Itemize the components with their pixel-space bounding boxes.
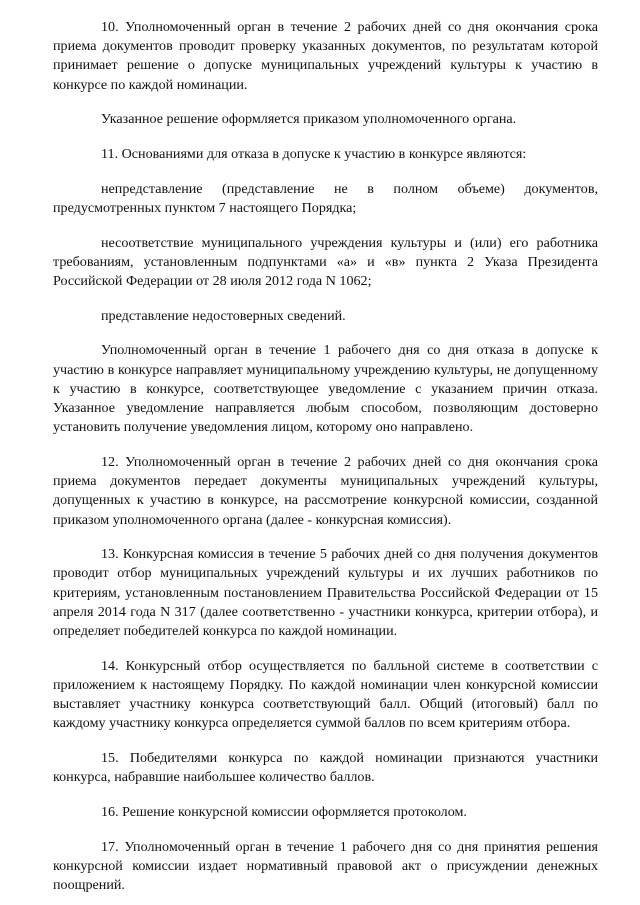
paragraph-12: 12. Уполномоченный орган в течение 2 рабочих дней со дня окончания срока приема документов передает документы муниципальных учреждений культуры, допущенных к участию в конкурсе, на рассмотрение конкурсной комиссии, созданной приказом уполномоченного органа (далее - конкурсная комиссия).: [53, 453, 598, 528]
paragraph-decision-order: Указанное решение оформляется приказом уполномоченного органа.: [101, 111, 517, 128]
paragraph-refusal-reason-1: непредставление (представление не в полном объеме) документов, предусмотренных пунктом 7 настоящего Порядка;: [53, 180, 598, 216]
paragraph-refusal-notice: Уполномоченный орган в течение 1 рабочего дня со дня отказа в допуске к участию в конкурсе направляет муниципальному учреждению культуры, не допущенному к участию в конкурсе, соответствующее уведомление с указанием причин отказа. Указанное уведомление направляется любым способом, позволяющим достоверно установить получение уведомления лицом, которому оно направлено.: [53, 342, 598, 436]
paragraph-14: 14. Конкурсный отбор осуществляется по балльной системе в соответствии с приложением к настоящему Порядку. По каждой номинации член конкурсной комиссии выставляет участнику конкурса соответствующий балл. Общий (итоговый) балл по каждому участнику конкурса определяется суммой баллов по всем критериям отбора.: [53, 657, 598, 732]
paragraph-17: 17. Уполномоченный орган в течение 1 рабочего дня со дня принятия решения конкурсной комиссии издает нормативный правовой акт о присуждении денежных поощрений.: [53, 838, 598, 894]
paragraph-16: 16. Решение конкурсной комиссии оформляется протоколом.: [101, 804, 467, 820]
paragraph-10: 10. Уполномоченный орган в течение 2 рабочих дней со дня окончания срока приема документов проводит проверку указанных документов, по результатам которой принимает решение о допуске муниципальных учреждений культуры к участию в конкурсе по каждой номинации.: [53, 19, 598, 93]
paragraph-15: 15. Победителями конкурса по каждой номинации признаются участники конкурса, набравшие наибольшее количество баллов.: [53, 750, 598, 786]
paragraph-refusal-reason-3: представление недостоверных сведений.: [101, 307, 346, 324]
paragraph-13: 13. Конкурсная комиссия в течение 5 рабочих дней со дня получения документов проводит отбор муниципальных учреждений культуры и их лучших работников по критериям, установленным постановлением Правительства Российской Федерации от 15 апреля 2014 года N 317 (далее соответственно - участники конкурса, критерии отбора), и определяет победителей конкурса по каждой номинации.: [53, 546, 598, 640]
paragraph-refusal-reason-2: несоответствие муниципального учреждения культуры и (или) его работника требованиям, установленным подпунктами «а» и «в» пункта 2 Указа Президента Российской Федерации от 28 июля 2012 года N 1062;: [53, 234, 598, 290]
paragraph-11: 11. Основаниями для отказа в допуске к участию в конкурсе являются:: [101, 146, 527, 163]
